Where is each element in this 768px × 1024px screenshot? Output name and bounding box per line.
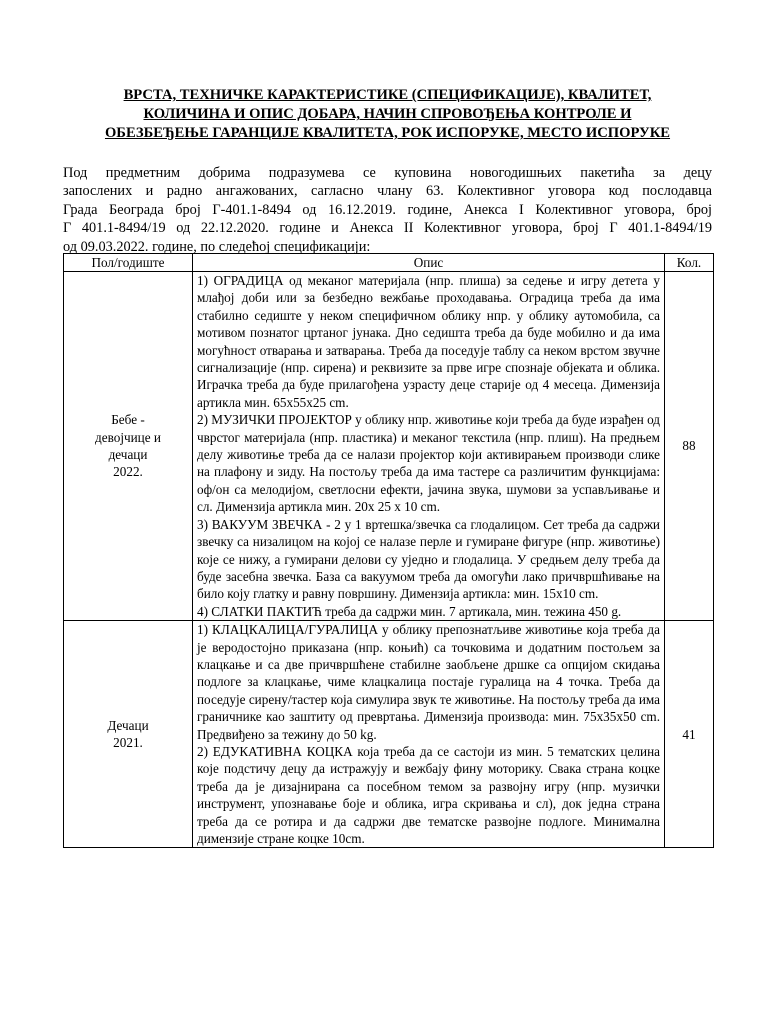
header-description: Опис (193, 254, 665, 272)
description-cell (193, 272, 665, 621)
category-line: дечаци (108, 447, 148, 463)
category-line: Бебе - (111, 412, 145, 428)
specification-table (63, 253, 714, 848)
quantity-cell: 88 (665, 272, 714, 621)
title-line: КОЛИЧИНА И ОПИС ДОБАРА, НАЧИН СПРОВОЂЕЊА КОНТРОЛЕ И (143, 106, 632, 122)
intro-paragraph (63, 164, 712, 256)
table-header-row (64, 254, 714, 272)
category-line: 2022. (113, 464, 143, 480)
description-cell (193, 621, 665, 848)
category-cell (64, 621, 193, 848)
intro-line: запослених и радно ангажованих, сагласно члану 63. Колективног уговора код послодавца (63, 183, 712, 200)
title-line: ОБЕЗБЕЂЕЊЕ ГАРАНЦИЈЕ КВАЛИТЕТА, РОК ИСПОРУКЕ, МЕСТО ИСПОРУКЕ (104, 125, 671, 141)
item-description: 2) МУЗИЧКИ ПРОЈЕКТОР у облику нпр. животиње који треба да буде израђен од чврстог материјала (нпр. пластика) и меканог текстила (нпр. плиш). На предњем делу животиње треба да се налази пројектор који активирањем производи слике на плафону и зиду. На постољу треба да има тастере са различитим функцијама: оф/он са мелодијом, светлосни ефекти, јачина звука, шумови за успављивање и сл. Димензија артикла мин. 20x 25 x 10 cm. (197, 412, 660, 515)
intro-line: од 09.03.2022. године, по следећој спецификацији: (63, 238, 371, 255)
intro-line: Под предметним добрима подразумева се куповина новогодишњих пакетића за децу (63, 165, 712, 181)
item-description: 1) КЛАЦКАЛИЦА/ГУРАЛИЦА у облику препознатљиве животиње која треба да је веродостојно приказана (нпр. коњић) са точковима и додатним постољем за клацкање и са две причвршћене стабилне заобљене дршке са опцијом скидања подлоге за клацкање, чиме клацкалица постаје гуралица на 4 точка. Треба да поседује сирену/тастер која симулира звук те животиње. На постољу треба да има граничнике као заштиту од превртања. Димензија производа: мин. 75x35x50 cm. Предвиђено за тежину до 50 kg. (197, 622, 660, 742)
intro-line: Града Београда број Г-401.1-8494 од 16.12.2019. године, Анекса I Колективног уговора, број (63, 201, 712, 218)
document-title (63, 86, 712, 143)
item-description: 3) ВАКУУМ ЗВЕЧКА - 2 у 1 вртешка/звечка са глодалицом. Сет треба да садржи звечку са низалицом на којој се налазе перле и гумиране фигуре (нпр. животиње) које се нижу, а гумирани делови су уједно и глодалица. У средњем делу треба да буде засебна звечка. База са вакуумом треба да омогући лако причвршћивање на било коју глатку и равну површину. Димензија артикла: мин. 15x10 cm. (197, 516, 660, 602)
table-row (64, 272, 714, 621)
item-description: 1) ОГРАДИЦА од меканог материјала (нпр. плиша) за седење и игру детета у млађој доби или за безбедно вежбање проходавања. Оградица треба да има стабилно седиште у неком специфичном облику нпр. у облику аутомобила, са мотивом познатог цртаног јунака. Дно седишта треба да буде мобилно и да има могућност отварања и затварања. Треба да поседује таблу са неком врстом звучне сигнализације (нпр. сирена) и реквизите за прве игре спознаје објеката и облика. Играчка треба да буде прилагођена узрасту деце старије од 4 месеца. Димензија артикла мин. 65x55x25 cm. (197, 273, 660, 410)
category-cell (64, 272, 193, 621)
category-line: 2021. (113, 735, 143, 751)
intro-line: Г 401.1-8494/19 од 22.12.2020. године и Анекса II Колективног уговора, број Г 401.1-8494/19 (63, 220, 712, 237)
document-page (63, 86, 712, 846)
header-gender-year: Пол/годиште (64, 254, 193, 272)
header-quantity: Кол. (665, 254, 714, 272)
table-row (64, 621, 714, 848)
item-description: 2) ЕДУКАТИВНА КОЦКА која треба да се састоји из мин. 5 тематских целина које подстичу децу да истражују и вежбају фину моторику. Свака страна коцке треба да је дизајнирана са посебном темом за развојну игру (нпр. музички инструмент, упознавање боје и облика, игра скривања и сл), док једна страна треба да се ротира и да садржи две тематске развојне подлоге. Минимална димензије стране коцке 10cm. (197, 743, 660, 846)
category-line: Дечаци (107, 717, 149, 733)
quantity-cell: 41 (665, 621, 714, 848)
item-description: 4) СЛАТКИ ПАКТИЋ треба да садржи мин. 7 артикала, мин. тежина 450 g. (197, 603, 622, 619)
title-line: ВРСТА, ТЕХНИЧКЕ КАРАКТЕРИСТИКЕ (СПЕЦИФИКАЦИЈЕ), КВАЛИТЕТ, (123, 87, 652, 103)
category-line: девојчице и (95, 429, 161, 445)
